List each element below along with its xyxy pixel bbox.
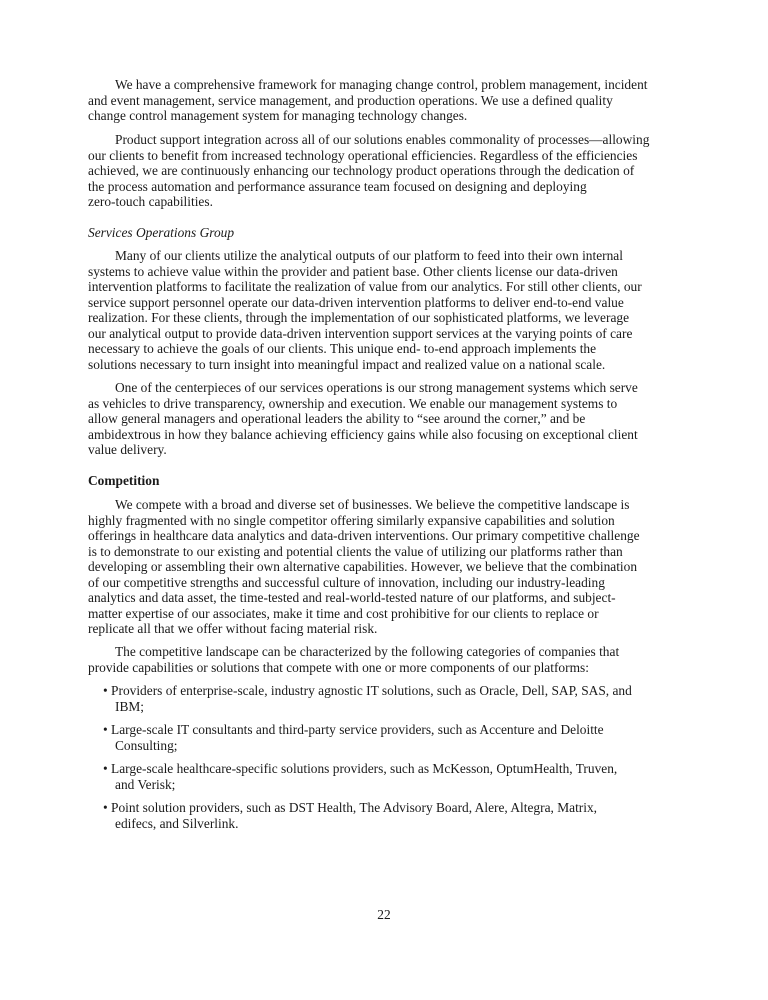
- text-line: The competitive landscape can be characterized by the following categories of companies that: [115, 644, 620, 659]
- bullet-line: • Providers of enterprise-scale, industry agnostic IT solutions, such as Oracle, Dell, SAP, SAS, and: [103, 683, 632, 698]
- text-line: allow general managers and operational leaders the ability to “see around the corner,” and be: [88, 411, 586, 426]
- bullet-item: [103, 683, 685, 714]
- bullet-line: IBM;: [115, 698, 145, 714]
- text-line: highly fragmented with no single competitor offering similarly expansive capabilities and solution: [88, 512, 615, 528]
- text-line: our clients to benefit from increased technology operational efficiencies. Regardless of the efficiencies: [88, 147, 638, 163]
- paragraph-clients-analytics: [88, 248, 688, 372]
- text-line: systems to achieve value within the provider and patient base. Other clients license our data-driven: [88, 263, 618, 279]
- text-line: One of the centerpieces of our services operations is our strong management systems which serve: [115, 380, 638, 395]
- text-line: and event management, service management, and production operations. We use a defined quality: [88, 92, 613, 108]
- paragraph-competition: [88, 497, 688, 637]
- text-line: service support personnel operate our data-driven intervention platforms to deliver end-to-end value: [88, 294, 624, 310]
- text-line: solutions necessary to turn insight into meaningful impact and realized value on a national scale.: [88, 356, 606, 372]
- text-line: intervention platforms to facilitate the realization of value from our analytics. For still other clients, our: [88, 279, 642, 294]
- text-line: the process automation and performance assurance team focused on designing and deploying: [88, 178, 587, 194]
- text-line: We have a comprehensive framework for managing change control, problem management, incident: [115, 77, 648, 92]
- text-line: analytics and data asset, the time-tested and real-world-tested nature of our platforms, and subject-: [88, 590, 616, 605]
- text-line: necessary to achieve the goals of our clients. This unique end- to-end approach implements the: [88, 341, 597, 356]
- section-heading-competition: [88, 473, 688, 489]
- bullet-line: and Verisk;: [115, 776, 176, 792]
- paragraph-competitive-landscape: [88, 644, 688, 675]
- text-line: change control management system for managing technology changes.: [88, 108, 468, 123]
- text-line: Product support integration across all of our solutions enables commonality of processes—allowing: [115, 132, 650, 147]
- bullet-item: [103, 722, 685, 753]
- text-line: of our competitive strengths and successful culture of innovation, including our industry-leading: [88, 574, 605, 590]
- text-line: offerings in healthcare data analytics and data-driven interventions. Our primary competitive challenge: [88, 528, 640, 543]
- bullet-line: • Point solution providers, such as DST Health, The Advisory Board, Alere, Altegra, Matrix,: [103, 800, 598, 815]
- text-line: realization. For these clients, through the implementation of our sophisticated platforms, we leverage: [88, 310, 630, 325]
- section-heading-services-operations: [88, 225, 688, 241]
- text-line: zero-touch capabilities.: [88, 194, 213, 209]
- bullet-line: • Large-scale IT consultants and third-party service providers, such as Accenture and Deloitte: [103, 722, 604, 737]
- paragraph-change-control: [88, 77, 688, 124]
- text-line: Many of our clients utilize the analytical outputs of our platform to feed into their own internal: [115, 248, 623, 263]
- page-number: 22: [377, 907, 391, 922]
- text-line: replicate all that we offer without facing material risk.: [88, 621, 378, 636]
- heading-text: Services Operations Group: [88, 225, 235, 240]
- bullet-line: • Large-scale healthcare-specific solutions providers, such as McKesson, OptumHealth, Truven,: [103, 761, 618, 776]
- bullet-line: edifecs, and Silverlink.: [115, 815, 239, 831]
- text-line: ambidextrous in how they balance achieving efficiency gains while also focusing on exceptional client: [88, 426, 638, 442]
- text-line: developing or assembling their own alternative capabilities. However, we believe that the combination: [88, 559, 638, 574]
- text-line: is to demonstrate to our existing and potential clients the value of utilizing our platforms rather than: [88, 543, 623, 559]
- text-line: value delivery.: [88, 442, 167, 457]
- text-line: as vehicles to drive transparency, ownership and execution. We enable our management systems to: [88, 395, 618, 411]
- text-line: our analytical output to provide data-driven intervention support services at the varying points of care: [88, 325, 633, 341]
- text-line: We compete with a broad and diverse set of businesses. We believe the competitive landscape is: [115, 497, 630, 512]
- paragraph-product-support: [88, 132, 688, 210]
- heading-text: Competition: [88, 473, 160, 488]
- bullet-line: Consulting;: [115, 737, 178, 753]
- text-line: provide capabilities or solutions that compete with one or more components of our platforms:: [88, 659, 589, 675]
- bullet-item: [103, 761, 685, 792]
- text-line: matter expertise of our associates, make it time and cost prohibitive for our clients to replace or: [88, 605, 599, 621]
- paragraph-management-systems: [88, 380, 688, 458]
- bullet-item: [103, 800, 685, 831]
- text-line: achieved, we are continuously enhancing our technology product operations through the dedication of: [88, 163, 635, 178]
